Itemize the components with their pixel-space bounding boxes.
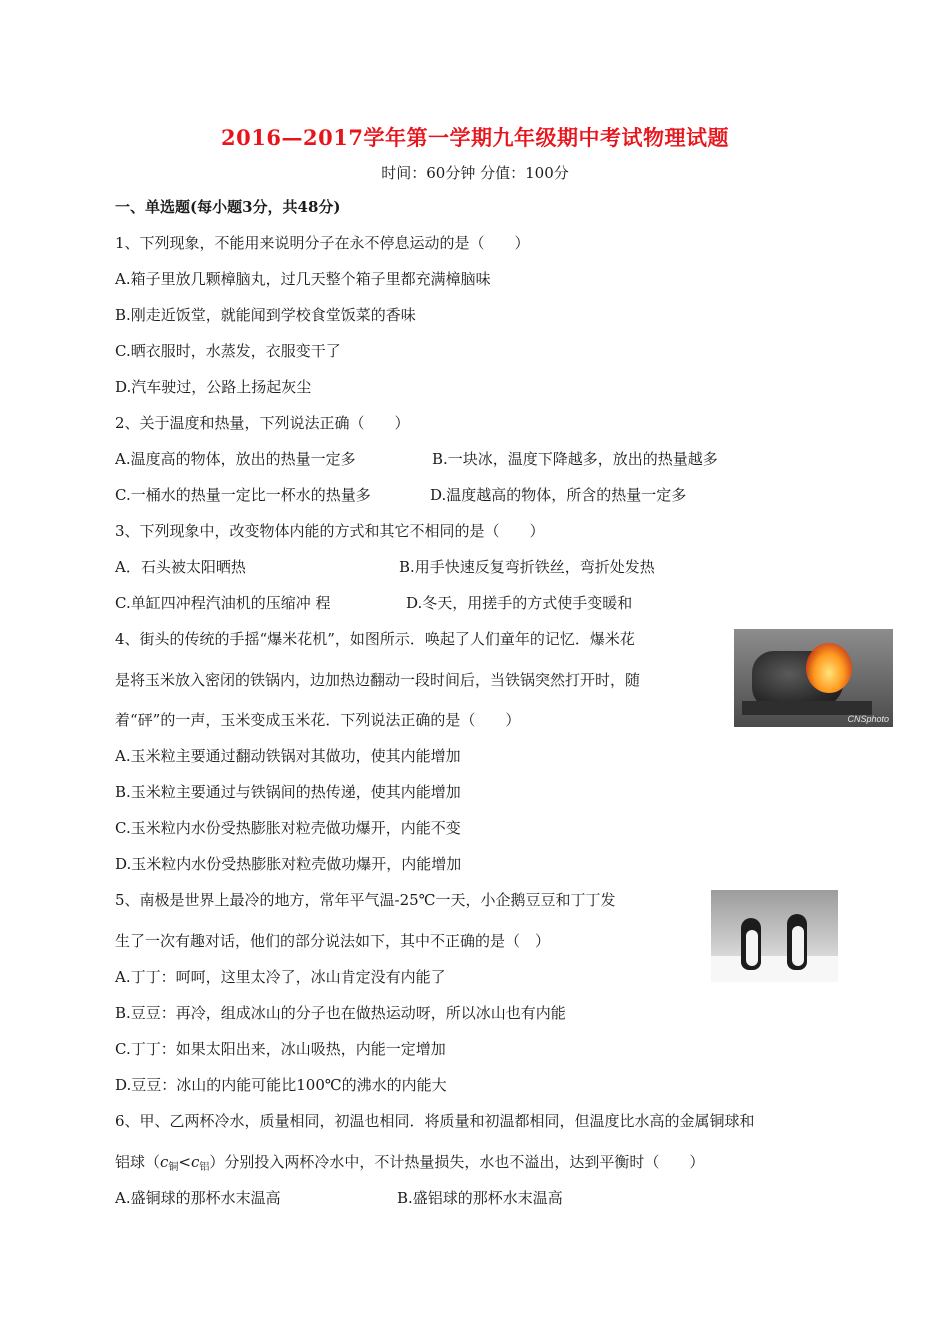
question-2-row-2 [115,485,687,505]
ice-ground [711,956,838,982]
question-3-option-d: D.冬天，用搓手的方式使手变暖和 [406,594,633,612]
penguin-left [741,918,761,970]
question-4-stem-line-1: 4、街头的传统的手摇“爆米花机”，如图所示．唤起了人们童年的记忆．爆米花 [115,630,635,648]
question-3-row-2 [115,593,633,613]
question-2-row-1 [115,449,718,469]
exam-info: 时间：60分钟 分值：100分 [381,164,569,182]
question-5-stem-line-2: 生了一次有趣对话，他们的部分说法如下，其中不正确的是（ ） [115,932,551,950]
question-3-row-1 [115,557,655,577]
page-title: 2016—2017学年第一学期九年级期中考试物理试题 [221,125,729,150]
q6-text-post: ）分别投入两杯冷水中，不计热量损失，水也不溢出，达到平衡时（ ） [209,1153,705,1171]
question-6-stem-line-2 [115,1152,704,1178]
question-4-option-b: B.玉米粒主要通过与铁锅间的热传递，使其内能增加 [115,783,461,801]
question-6-option-b: B.盛铝球的那杯水末温高 [397,1189,563,1207]
specific-heat-symbol-aluminum: c [191,1153,200,1171]
section-heading: 一、单选题(每小题3分，共48分) [115,198,341,216]
question-4-stem-line-2: 是将玉米放入密闭的铁锅内，边加热边翻动一段时间后，当铁锅突然打开时，随 [115,671,641,689]
question-5-option-b: B.豆豆：再冷，组成冰山的分子也在做热运动呀，所以冰山也有内能 [115,1004,566,1022]
question-4-stem-line-3: 着“砰”的一声，玉米变成玉米花．下列说法正确的是（ ） [115,711,521,729]
question-4-option-a: A.玉米粒主要通过翻动铁锅对其做功，使其内能增加 [115,747,461,765]
question-2-stem: 2、关于温度和热量，下列说法正确（ ） [115,414,410,432]
subscript-copper: 铜 [168,1162,179,1173]
popcorn-machine-photo [734,629,893,727]
question-3-option-b: B.用手快速反复弯折铁丝，弯折处发热 [399,558,655,576]
question-1-option-a: A.箱子里放几颗樟脑丸，过几天整个箱子里都充满樟脑味 [115,270,491,288]
question-4-option-c: C.玉米粒内水份受热膨胀对粒壳做功爆开，内能不变 [115,819,461,837]
penguin-right [787,914,807,970]
question-1-option-b: B.刚走近饭堂，就能闻到学校食堂饭菜的香味 [115,306,416,324]
question-2-option-d: D.温度越高的物体，所含的热量一定多 [430,486,687,504]
question-2-option-c: C.一桶水的热量一定比一杯水的热量多 [115,486,371,504]
question-3-stem: 3、下列现象中，改变物体内能的方式和其它不相同的是（ ） [115,522,545,540]
question-5-stem-line-1: 5、南极是世界上最冷的地方，常年平气温-25℃一天，小企鹅豆豆和丁丁发 [115,891,616,909]
question-5-option-d: D.豆豆：冰山的内能可能比100℃的沸水的内能大 [115,1076,447,1094]
less-than-sign: < [178,1153,191,1171]
question-4-option-d: D.玉米粒内水份受热膨胀对粒壳做功爆开，内能增加 [115,855,462,873]
photo-watermark: CNSphoto [847,714,889,724]
question-6-row-1 [115,1188,563,1208]
question-3-option-a: A．石头被太阳晒热 [115,558,246,576]
penguins-photo [711,890,838,982]
question-5-option-a: A.丁丁：呵呵，这里太冷了，冰山肯定没有内能了 [115,968,446,986]
question-3-option-c: C.单缸四冲程汽油机的压缩冲 程 [115,594,331,612]
question-1-option-d: D.汽车驶过，公路上扬起灰尘 [115,378,312,396]
question-1-option-c: C.晒衣服时，水蒸发，衣服变干了 [115,342,341,360]
specific-heat-symbol-copper: c [160,1153,169,1171]
question-6-option-a: A.盛铜球的那杯水末温高 [115,1189,281,1207]
question-2-option-a: A.温度高的物体，放出的热量一定多 [115,450,356,468]
question-5-option-c: C.丁丁：如果太阳出来，冰山吸热，内能一定增加 [115,1040,446,1058]
question-6-stem-line-1: 6、甲、乙两杯冷水，质量相同，初温也相同．将质量和初温都相同，但温度比水高的金属铜球和 [115,1112,755,1130]
flame [806,643,852,693]
machine-stand [742,701,872,715]
subscript-aluminum: 铝 [199,1162,210,1173]
question-2-option-b: B.一块冰，温度下降越多，放出的热量越多 [432,450,718,468]
question-1-stem: 1、下列现象，不能用来说明分子在永不停息运动的是（ ） [115,234,530,252]
q6-text-pre: 铝球（ [115,1153,161,1171]
